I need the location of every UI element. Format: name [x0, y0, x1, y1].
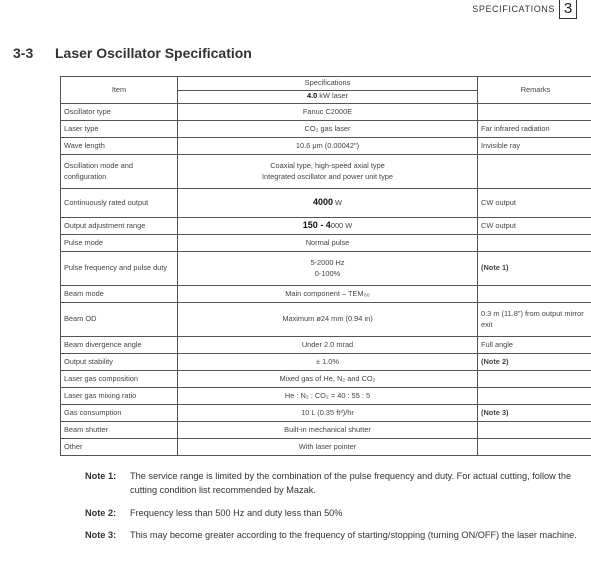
table-row [61, 303, 591, 337]
note-item [85, 470, 585, 498]
row-remarks [478, 235, 591, 252]
row-remarks: Far infrared radiation [478, 121, 591, 138]
col-header-remarks: Remarks [478, 77, 591, 104]
row-item: Beam divergence angle [61, 337, 178, 354]
running-header [472, 0, 577, 18]
row-spec [178, 252, 478, 286]
table-row [61, 235, 591, 252]
row-item: Beam mode [61, 286, 178, 303]
row-item: Wave length [61, 138, 178, 155]
table-row [61, 422, 591, 439]
row-remarks [478, 155, 591, 189]
row-spec: Under 2.0 mrad [178, 337, 478, 354]
table-row [61, 155, 591, 189]
row-spec: 10 L (0.35 ft³)/hr [178, 405, 478, 422]
row-item: Oscillation mode and configuration [61, 155, 178, 189]
row-item: Beam shutter [61, 422, 178, 439]
row-spec-value: 150 - 4 [302, 220, 331, 231]
table-row [61, 218, 591, 235]
col-header-item: Item [61, 77, 178, 104]
note-label: Note 3: [85, 530, 117, 541]
row-spec: ± 1.0% [178, 354, 478, 371]
table-row [61, 405, 591, 422]
row-item: Beam OD [61, 303, 178, 337]
row-item: Laser gas composition [61, 371, 178, 388]
note-text: Frequency less than 500 Hz and duty less than 50% [130, 507, 343, 518]
row-spec-line1: 5-2000 Hz [310, 257, 345, 267]
row-spec [178, 189, 478, 218]
note-label: Note 1: [85, 471, 117, 481]
row-spec: Built-in mechanical shutter [178, 422, 478, 439]
notes-section [85, 470, 585, 552]
section-number: 3-3 [13, 45, 34, 61]
row-spec-line2: Integrated oscillator and power unit type [261, 171, 394, 181]
row-spec: Normal pulse [178, 235, 478, 252]
row-remarks: (Note 3) [478, 405, 591, 422]
table-row [61, 388, 591, 405]
laser-power-unit: kW laser [319, 91, 349, 101]
section-label: SPECIFICATIONS [472, 4, 555, 14]
table-header-row [61, 77, 591, 91]
row-spec-line2: 0-100% [314, 268, 341, 278]
row-spec: Mixed gas of He, N₂ and CO₂ [178, 371, 478, 388]
row-item: Output adjustment range [61, 218, 178, 235]
row-remarks: Full angle [478, 337, 591, 354]
note-text: The service range is limited by the combination of the pulse frequency and duty. For actual cutting, follow the cutting condition list recommended by Mazak. [130, 471, 572, 495]
row-item: Oscillator type [61, 104, 178, 121]
table-row [61, 371, 591, 388]
row-item: Continuously rated output [61, 189, 178, 218]
section-title-text: Laser Oscillator Specification [55, 45, 252, 61]
table-row [61, 354, 591, 371]
table-row [61, 189, 591, 218]
table-row [61, 337, 591, 354]
row-item: Pulse mode [61, 235, 178, 252]
row-spec: CO₂ gas laser [178, 121, 478, 138]
spec-subheader [178, 90, 478, 104]
spec-table [60, 76, 591, 456]
table-row [61, 121, 591, 138]
table-row [61, 138, 591, 155]
row-spec-unit: 000 W [330, 221, 353, 231]
row-remarks [478, 371, 591, 388]
row-remarks [478, 422, 591, 439]
row-spec: He : N₂ : CO₂ = 40 : 55 : 5 [178, 388, 478, 405]
note-label: Note 2: [85, 507, 117, 518]
row-spec [178, 218, 478, 235]
row-item: Laser type [61, 121, 178, 138]
table-row [61, 286, 591, 303]
row-spec: Fanuc C2000E [178, 104, 478, 121]
row-spec-value: 4000 [312, 197, 333, 208]
note-text: This may become greater according to the frequency of starting/stopping (turning ON/OFF) the laser machine. [130, 530, 577, 541]
row-spec-unit: W [335, 198, 343, 208]
row-spec: Main component – TEM₀₀ [178, 286, 478, 303]
note-item [85, 529, 585, 543]
row-remarks: (Note 1) [478, 252, 591, 286]
table-row [61, 252, 591, 286]
row-remarks: CW output [478, 218, 591, 235]
row-item: Output stability [61, 354, 178, 371]
col-header-specifications: Specifications [178, 77, 478, 91]
row-remarks: 0.3 m (11.8") from output mirror exit [478, 303, 591, 337]
row-spec: With laser pointer [178, 439, 478, 456]
row-remarks [478, 388, 591, 405]
row-remarks [478, 439, 591, 456]
row-item: Pulse frequency and pulse duty [61, 252, 178, 286]
note-item [85, 507, 585, 521]
row-remarks [478, 104, 591, 121]
row-remarks [478, 286, 591, 303]
row-remarks: (Note 2) [478, 354, 591, 371]
section-title [13, 45, 252, 61]
row-remarks: Invisible ray [478, 138, 591, 155]
table-row [61, 439, 591, 456]
chapter-number: 3 [559, 0, 577, 19]
row-spec: Maximum ø24 mm (0.94 in) [178, 303, 478, 337]
row-item: Gas consumption [61, 405, 178, 422]
row-remarks: CW output [478, 189, 591, 218]
row-spec-line1: Coaxial type, high-speed axial type [270, 160, 385, 170]
row-item: Laser gas mixing ratio [61, 388, 178, 405]
table-row [61, 104, 591, 121]
row-spec [178, 155, 478, 189]
row-item: Other [61, 439, 178, 456]
row-spec: 10.6 μm (0.00042") [178, 138, 478, 155]
laser-power-value: 4.0 [306, 91, 318, 101]
